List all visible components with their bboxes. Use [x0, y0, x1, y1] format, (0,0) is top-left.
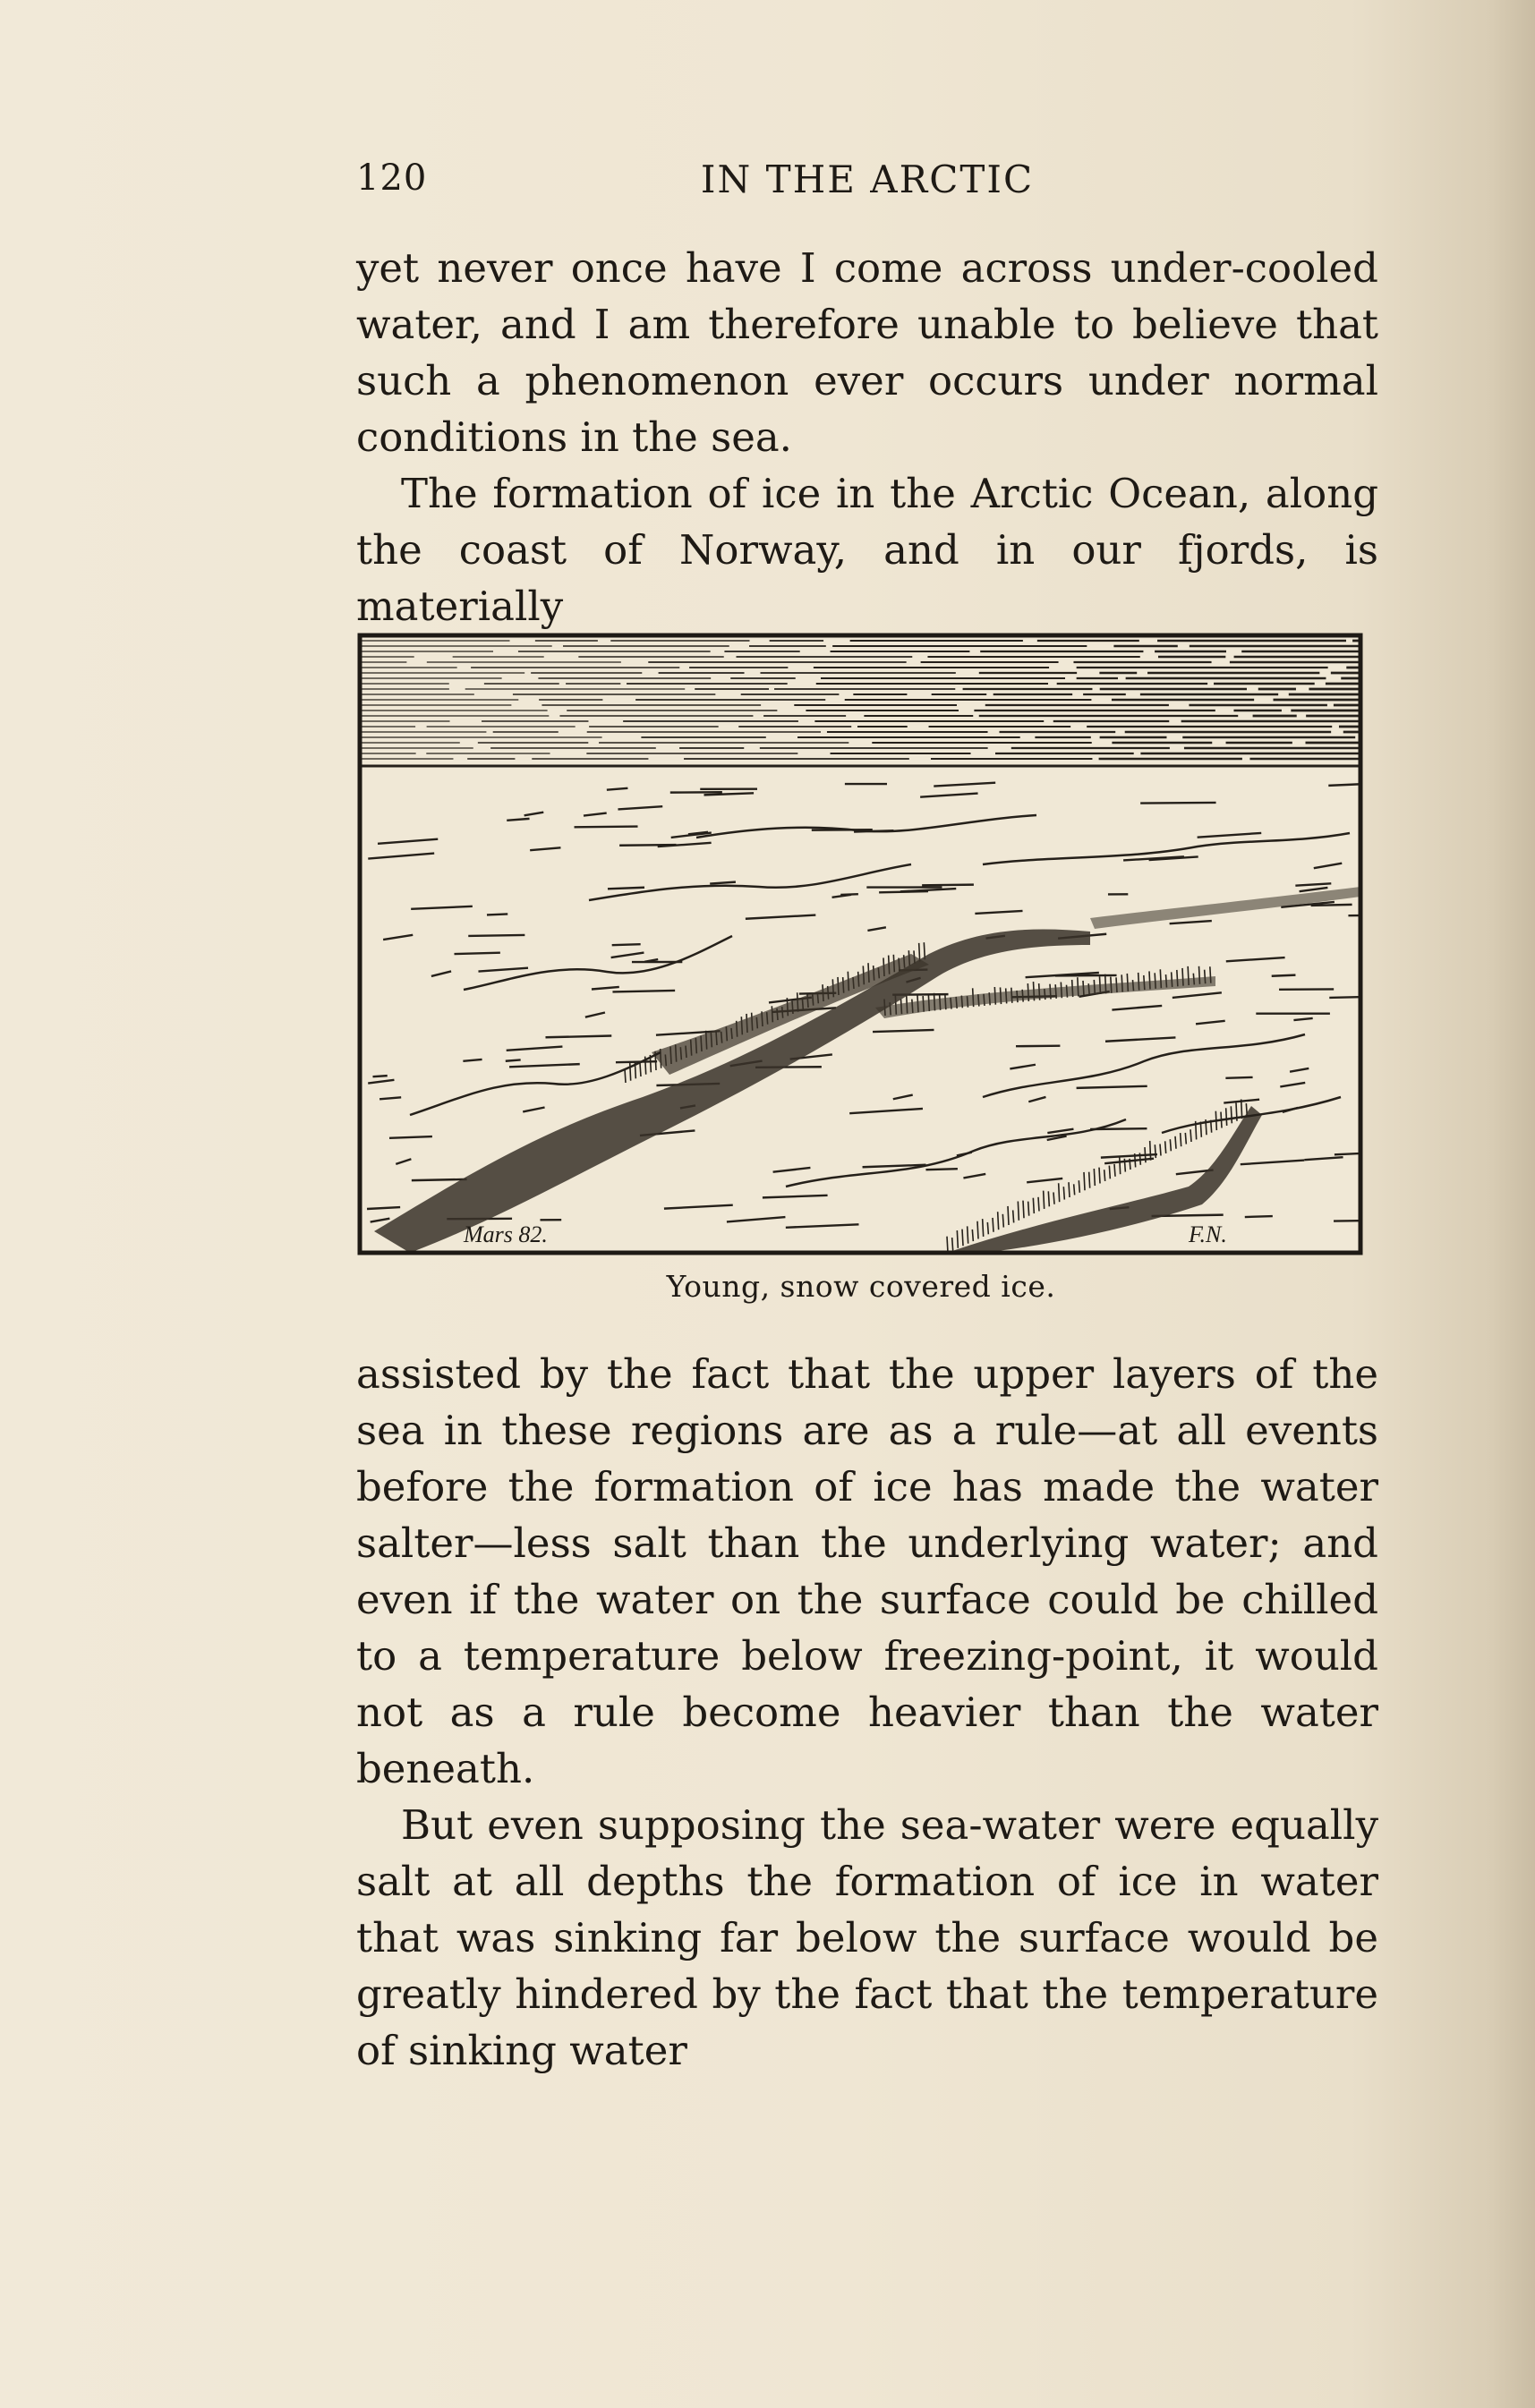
text-block-bottom — [356, 1346, 1378, 2079]
paragraph: But even supposing the sea-water were equally salt at all depths the formation of ice in water that was sinking far below the surface would be greatly hindered by the fact that the temperature of sinking water — [356, 1801, 1378, 2074]
signature-left: Mars 82. — [464, 1221, 548, 1247]
ice-illustration — [356, 632, 1366, 1258]
text-block-top — [356, 240, 1378, 634]
engraving-image — [356, 632, 1366, 1258]
paragraph-continuation: assisted by the fact that the upper layers of the sea in these regions are as a rule—at all events before the formation of ice has made the water salter—less salt than the underlying water; and even if the water on the surface could be chilled to a temperature below freezing-point, it would not as a rule become heavier than the water beneath. — [356, 1350, 1378, 1792]
paragraph: The formation of ice in the Arctic Ocean, along the coast of Norway, and in our fjords, is materially — [356, 470, 1378, 630]
running-title: IN THE ARCTIC — [700, 157, 1035, 201]
paragraph-continuation: yet never once have I come across under-cooled water, and I am therefore unable to believe that such a phenomenon ever occurs under normal conditions in the sea. — [356, 244, 1378, 461]
page-number: 120 — [356, 157, 428, 199]
running-head — [356, 157, 1378, 211]
signature-right: F.N. — [1189, 1221, 1227, 1247]
figure-caption: Young, snow covered ice. — [666, 1269, 1056, 1304]
